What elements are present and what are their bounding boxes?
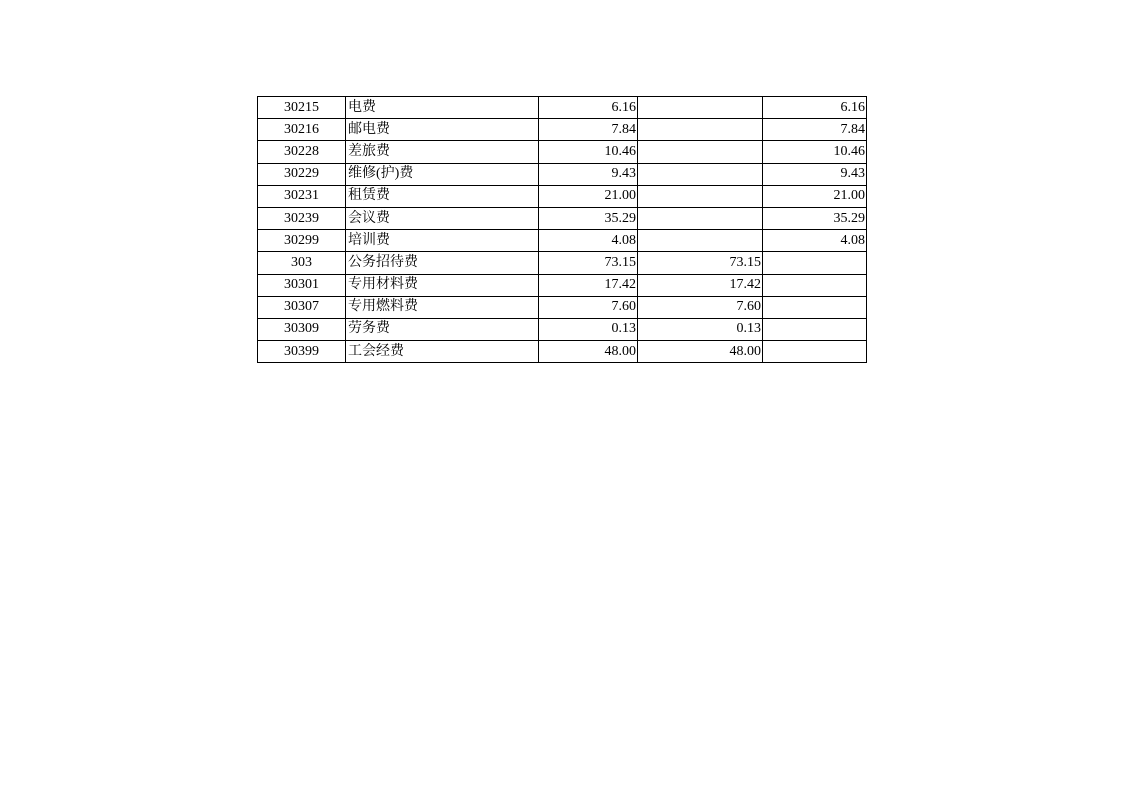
item-total: 48.00 (539, 341, 638, 363)
table-row (258, 318, 867, 340)
item-project: 10.46 (763, 141, 867, 163)
item-project: 35.29 (763, 207, 867, 229)
table-row (258, 141, 867, 163)
item-project: 7.84 (763, 119, 867, 141)
item-project (763, 296, 867, 318)
item-name: 劳务费 (346, 318, 539, 340)
item-name: 工会经费 (346, 341, 539, 363)
item-basic (638, 141, 763, 163)
item-total: 6.16 (539, 97, 638, 119)
item-code: 30229 (258, 163, 346, 185)
item-basic: 73.15 (638, 252, 763, 274)
table-row (258, 252, 867, 274)
table-row (258, 185, 867, 207)
item-total: 7.84 (539, 119, 638, 141)
item-basic (638, 163, 763, 185)
item-name: 公务招待费 (346, 252, 539, 274)
item-name: 邮电费 (346, 119, 539, 141)
item-project: 21.00 (763, 185, 867, 207)
item-basic (638, 230, 763, 252)
item-total: 35.29 (539, 207, 638, 229)
item-name: 电费 (346, 97, 539, 119)
item-total: 73.15 (539, 252, 638, 274)
item-code: 30239 (258, 207, 346, 229)
table-row (258, 163, 867, 185)
item-total: 4.08 (539, 230, 638, 252)
item-total: 9.43 (539, 163, 638, 185)
table-row (258, 97, 867, 119)
item-code: 30299 (258, 230, 346, 252)
item-basic: 48.00 (638, 341, 763, 363)
item-total: 10.46 (539, 141, 638, 163)
item-name: 维修(护)费 (346, 163, 539, 185)
item-code: 30399 (258, 341, 346, 363)
item-total: 0.13 (539, 318, 638, 340)
item-basic (638, 97, 763, 119)
expense-table-body (258, 97, 867, 363)
item-basic: 7.60 (638, 296, 763, 318)
item-name: 培训费 (346, 230, 539, 252)
item-code: 30228 (258, 141, 346, 163)
item-code: 30231 (258, 185, 346, 207)
item-basic (638, 207, 763, 229)
expense-table (257, 96, 867, 363)
item-basic (638, 119, 763, 141)
table-row (258, 119, 867, 141)
item-project (763, 341, 867, 363)
item-project (763, 318, 867, 340)
table-row (258, 207, 867, 229)
table-row (258, 296, 867, 318)
item-project (763, 252, 867, 274)
table-row (258, 230, 867, 252)
item-total: 21.00 (539, 185, 638, 207)
item-basic (638, 185, 763, 207)
item-project: 9.43 (763, 163, 867, 185)
item-code: 30215 (258, 97, 346, 119)
item-project: 6.16 (763, 97, 867, 119)
table-row (258, 341, 867, 363)
item-total: 17.42 (539, 274, 638, 296)
item-total: 7.60 (539, 296, 638, 318)
item-name: 专用材料费 (346, 274, 539, 296)
item-basic: 17.42 (638, 274, 763, 296)
item-code: 30301 (258, 274, 346, 296)
item-code: 30307 (258, 296, 346, 318)
item-name: 专用燃料费 (346, 296, 539, 318)
item-name: 会议费 (346, 207, 539, 229)
item-name: 差旅费 (346, 141, 539, 163)
item-code: 30216 (258, 119, 346, 141)
item-name: 租赁费 (346, 185, 539, 207)
item-code: 30309 (258, 318, 346, 340)
table-row (258, 274, 867, 296)
item-basic: 0.13 (638, 318, 763, 340)
item-project (763, 274, 867, 296)
item-code: 303 (258, 252, 346, 274)
item-project: 4.08 (763, 230, 867, 252)
